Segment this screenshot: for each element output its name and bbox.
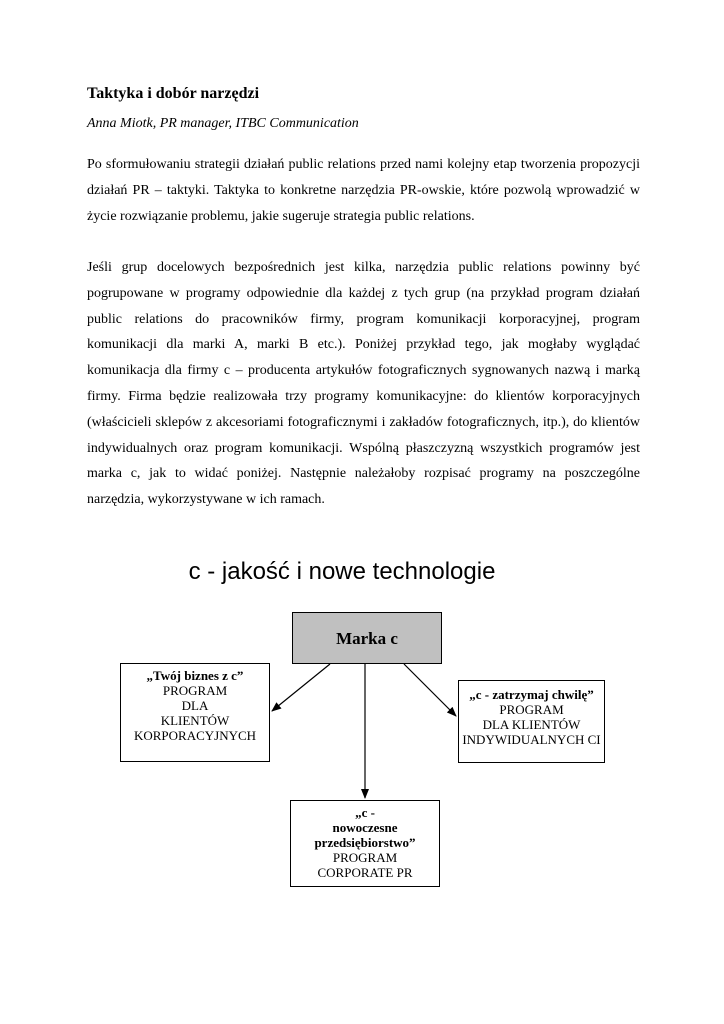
- program-description: PROGRAM DLA KLIENTÓW KORPORACYJNYCH: [133, 683, 257, 743]
- arrow-to-left-program: [272, 664, 330, 711]
- program-box-individual-clients: [458, 680, 605, 763]
- arrow-to-right-program: [404, 664, 456, 716]
- paragraph-programs: Jeśli grup docelowych bezpośrednich jest kilka, narzędzia public relations powinny być pogrupowane w programy odpowiednie dla każdej z tych grup (na przykład program działań public relations do pracowników firmy, program komunikacji korporacyjnej, program komunikacji dla marki A, marki B etc.). Poniżej przykład tego, jak mogłaby wyglądać komunikacja dla firmy c – producenta artykułów fotograficznych sygnowanych nazwą i marką firmy. Firma będzie realizowała trzy programy komunikacyjne: do klientów korporacyjnych (właścicieli sklepów z akcesoriami fotograficznymi i zakładów fotograficznych, itp.), do klientów indywidualnych oraz program komunikacji. Wspólną płaszczyzną wszystkich programów jest marka c, jak to widać poniżej. Następnie należałoby rozpisać programy na poszczególne narzędzia, wykorzystywane w ich ramach.: [87, 260, 640, 508]
- program-name: „Twój biznes z c”: [146, 668, 244, 683]
- program-description: PROGRAM DLA KLIENTÓW INDYWIDUALNYCH CI: [462, 702, 601, 747]
- program-name: „c - zatrzymaj chwilę”: [469, 687, 594, 702]
- program-box-corporate-pr: [290, 800, 440, 887]
- paragraph-intro: Po sformułowaniu strategii działań public relations przed nami kolejny etap tworzenia propozycji działań PR – taktyki. Taktyka to konkretne narzędzia PR-owskie, które pozwolą wprowadzić w życie rozwiązanie problemu, jakie sugeruje strategia public relations.: [87, 157, 640, 224]
- article-author: Anna Miotk, PR manager, ITBC Communication: [87, 116, 359, 131]
- program-box-corporate-clients: [120, 663, 270, 762]
- program-name: „c - nowoczesne przedsiębiorstwo”: [314, 805, 416, 850]
- program-description: PROGRAM CORPORATE PR: [317, 850, 413, 880]
- brand-box: Marka c: [292, 612, 442, 664]
- article-title: Taktyka i dobór narzędzi: [87, 85, 260, 102]
- diagram-title: c - jakość i nowe technologie: [188, 558, 496, 585]
